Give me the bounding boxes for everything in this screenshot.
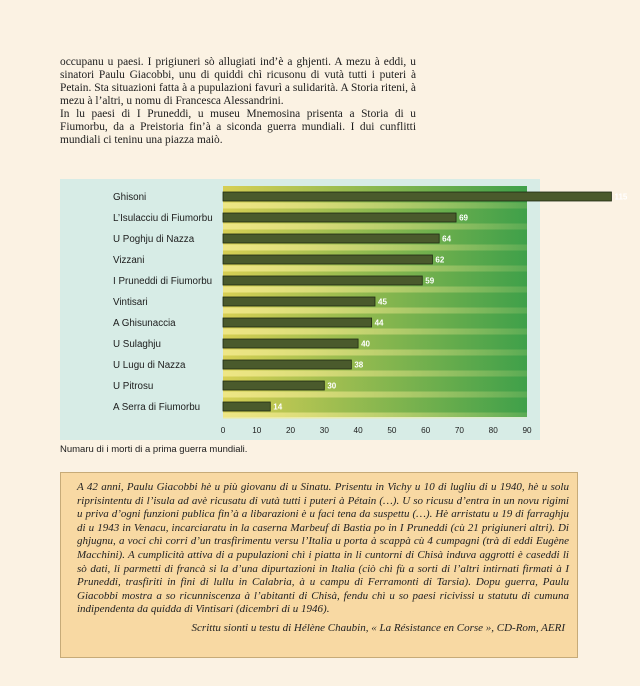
chart-canvas bbox=[60, 179, 628, 440]
bar bbox=[223, 234, 439, 243]
row-stripe bbox=[223, 203, 527, 209]
x-tick-label: 50 bbox=[387, 426, 397, 435]
bar-value-label: 69 bbox=[459, 213, 468, 223]
bar bbox=[223, 339, 358, 348]
category-label: U Lugu di Nazza bbox=[113, 360, 186, 371]
category-label: U Sulaghju bbox=[113, 339, 161, 350]
category-label: Ghisoni bbox=[113, 192, 147, 203]
bar-value-label: 38 bbox=[354, 360, 364, 370]
bar bbox=[223, 381, 324, 390]
x-tick-label: 80 bbox=[488, 426, 498, 435]
bar bbox=[223, 255, 432, 264]
quote-source: Scrittu sionti u testu di Hélène Chaubin, « La Résistance en Corse », CD-Rom, AERI bbox=[191, 621, 565, 634]
x-tick-label: 0 bbox=[220, 426, 226, 435]
bar bbox=[223, 318, 372, 327]
category-label: Vizzani bbox=[113, 255, 145, 266]
x-tick-label: 90 bbox=[522, 426, 532, 435]
row-stripe bbox=[223, 224, 527, 230]
bar bbox=[223, 360, 351, 369]
category-label: L’Isulacciu di Fiumorbu bbox=[113, 213, 213, 224]
row-stripe bbox=[223, 413, 527, 419]
bar-value-label: 115 bbox=[614, 192, 628, 202]
row-stripe bbox=[223, 287, 527, 293]
bar bbox=[223, 402, 270, 411]
category-label: I Pruneddi di Fiumorbu bbox=[113, 276, 213, 287]
deaths-bar-chart bbox=[60, 179, 628, 440]
category-label: Vintisari bbox=[113, 297, 148, 308]
row-stripe bbox=[223, 245, 527, 251]
x-tick-label: 10 bbox=[252, 426, 262, 435]
bar-value-label: 14 bbox=[273, 402, 283, 412]
row-stripe bbox=[223, 329, 527, 335]
row-stripe bbox=[223, 266, 527, 272]
bar-value-label: 59 bbox=[425, 276, 435, 286]
row-stripe bbox=[223, 350, 527, 356]
intro-text bbox=[60, 56, 416, 147]
x-tick-label: 60 bbox=[421, 426, 431, 435]
bar-value-label: 44 bbox=[374, 318, 384, 328]
chart-caption: Numaru di i morti di a prima guerra mundiali. bbox=[60, 444, 248, 455]
quote-box bbox=[60, 472, 578, 658]
bar-value-label: 40 bbox=[361, 339, 371, 349]
category-label: U Poghju di Nazza bbox=[113, 234, 195, 245]
x-tick-label: 30 bbox=[319, 426, 329, 435]
category-label: U Pitrosu bbox=[113, 381, 154, 392]
bar-value-label: 45 bbox=[378, 297, 387, 307]
category-label: A Ghisunaccia bbox=[113, 318, 176, 329]
quote-text: A 42 anni, Paulu Giacobbi hè u più giovanu di u Sinatu. Prisentu in Vichy u 10 di lugliu di u 1940, hè u solu riprisintentu di l’isula ad avè ricusatu di vutà tutti i puteri à Pétain (…). U so ricusu d’entra in un novu rigimi u priva d’ogni funzioni publica fin’à a libarazioni è u faci tena da suspettu (…). Hè arristatu u 19 di farraghju di u 1943 in Venacu, incarciaratu in la caserna Marbeuf di Bastia po in I Pruneddi (cù 21 prigiuneri altri). Di ghjugnu, a voci chì corri d’un trasfirimentu versu l’Italia u porta à scappà cù 4 cumpagni (trà di eddi Eugène Macchini). A cumplicità attiva di a pupulazioni chì i piatta in li cuntorni di Chisà induva aggrotti è caseddi li sò dati, li parmetti di francà si la d’una dipurtazioni in Italia (ciò chì fù a sorti di l’altri intirnati firmati à I Pruneddi, trasfiriti in fini di lullu in Calabria, à u campu di Ferramonti di Tarsia). Dopu guerra, Paulu Giacobbi mostra a so ricunniscenza à l’abitanti di Chisà, fendu chì u so paesi ricivissi u statutu di cumuna indipendenta da quidda di Vintisari (dicembri di u 1946). bbox=[77, 481, 569, 616]
row-stripe bbox=[223, 308, 527, 314]
x-tick-label: 40 bbox=[353, 426, 363, 435]
intro-paragraph: occupanu u paesi. I prigiuneri sò allugiati ind’è a ghjenti. A mezu à eddi, u sinatori Paulu Giacobbi, unu di quiddi chì ricusonu di vutà tutti i puteri à Petain. Sta situazioni fatta à a pupulazioni favurì a sulidarità. A Storia riteni, à mezu à l’altri, u nomu di Francesca Alessandrini. bbox=[60, 56, 416, 107]
row-stripe bbox=[223, 392, 527, 398]
bar-value-label: 30 bbox=[327, 381, 337, 391]
x-tick-label: 70 bbox=[454, 426, 464, 435]
category-label: A Serra di Fiumorbu bbox=[113, 402, 201, 413]
bar-value-label: 62 bbox=[435, 255, 445, 265]
row-stripe bbox=[223, 371, 527, 377]
intro-paragraph: In lu paesi di I Pruneddi, u museu Mnemosina prisenta a Storia di u Fiumorbu, da a Preistoria fin’à a siconda guerra mundiali. I dui cunflitti mundiali ci teninu una piazza maiò. bbox=[60, 108, 416, 146]
x-tick-label: 20 bbox=[286, 426, 296, 435]
bar bbox=[223, 192, 611, 201]
bar bbox=[223, 213, 456, 222]
bar bbox=[223, 297, 375, 306]
bar bbox=[223, 276, 422, 285]
bar-value-label: 64 bbox=[442, 234, 452, 244]
